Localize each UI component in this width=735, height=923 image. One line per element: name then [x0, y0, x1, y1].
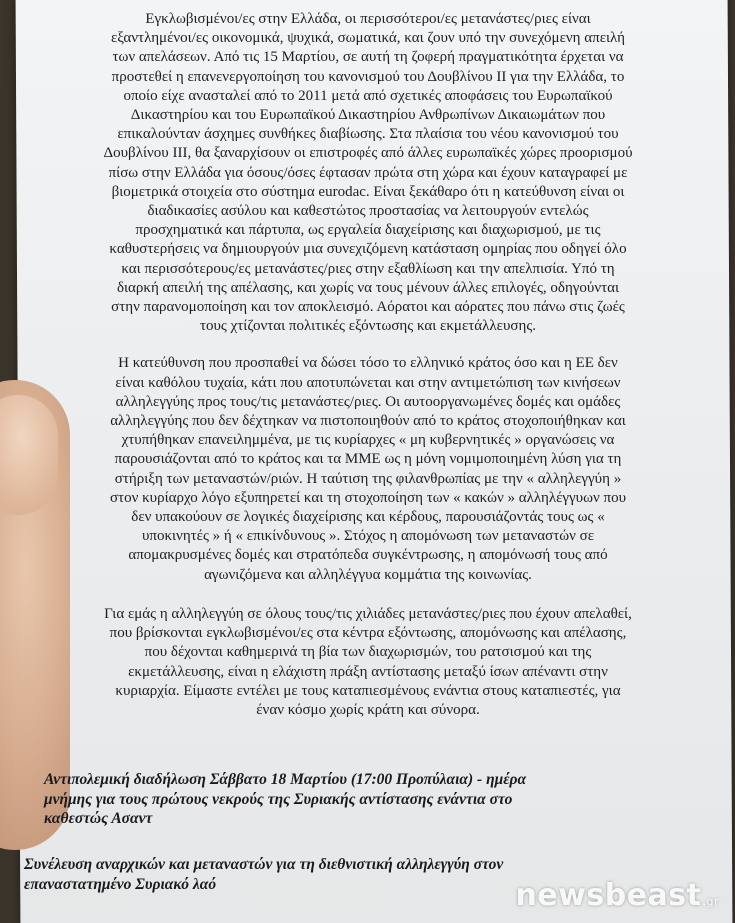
text-line: επικαλούνταν άσχημες συνθήκες διαβίωσης. Στα πλαίσια του νέου κανονισμού του [117, 126, 619, 143]
text-line: και περισσότερους/ες μετανάστες/ριες στην εξαθλίωση και την απελπισία. Υπό τη [121, 260, 615, 277]
text-line: Δουβλίνου ΙΙΙ, θα ξαναρχίσουν οι επιστροφές από άλλες ευρωπαϊκές χώρες προορισμού [103, 145, 633, 162]
text-line: προστεθεί η επανενεργοποίηση του κανονισμού του Δουβλίνου ΙΙ για την Ελλάδα, το [111, 68, 625, 85]
text-line: στήριξη των μεταναστών/ριών. Η ταύτιση της φιλανθρωπίας με την « αλληλεγγύη » [114, 470, 622, 487]
text-line: βιομετρικά στοιχεία στο σύστημα eurodac. Είναι ξεκάθαρο ότι η κατεύθυνση είναι οι [111, 183, 625, 200]
text-line: τους χτίζονται πολιτικές εξόντωσης και εκμετάλλευσης. [199, 318, 537, 335]
announcement-line: Συνέλευση αναρχικών και μεταναστών για τη διεθνιστική αλληλεγγύη στον [24, 856, 504, 873]
announcement-line: μνήμης για τους πρώτους νεκρούς της Συριακής αντίστασης ενάντια στο [44, 790, 513, 808]
text-line: εκμετάλλευσης, είναι η ελάχιστη πράξη αντίστασης μεταξύ ίσων απέναντι στην [128, 663, 608, 680]
text-line: καθυστερήσεις να δημιουργούν μια συνεχιζόμενη κατάσταση ομηρίας που οδηγεί όλο [109, 241, 627, 258]
paragraph-1 [48, 10, 688, 336]
text-line: αλληλεγγύης προς τους/τις μετανάστες/ριες. Οι αυτοοργανωμένες δομές και ομάδες [115, 393, 621, 410]
text-line: Δικαστηρίου και του Ευρωπαϊκού Δικαστηρίου Ανθρωπίνων Δικαιωμάτων που [130, 107, 606, 124]
leaflet-body [48, 10, 688, 720]
text-line: είναι καθόλου τυχαία, κάτι που αποτυπώνεται και στην αντιμετώπιση των κινήσεων [115, 374, 621, 391]
text-line: αλληλεγγύης που δεν δέχτηκαν να πιστοποιηθούν από το κράτος στοχοποιήθηκαν και [110, 413, 626, 430]
text-line: Εγκλωβισμένοι/ες στην Ελλάδα, οι περισσότεροι/ες μετανάστες/ριες είναι [145, 11, 591, 27]
text-line: στην παρανομοποίηση και τον αποκλεισμό. Αόρατοι και αόρατες που πάνω στις ζωές [111, 299, 625, 316]
text-line: που δέχονται καθημερινά τη βία των διαχωρισμών, του ρατσισμού και της [144, 644, 592, 661]
watermark-brand: newsbeast [515, 878, 702, 913]
announcement-line: καθεστώς Ασαντ [44, 810, 153, 827]
text-line: προσχηματικά και πάρτυπα, ως εργαλεία διαχείρισης και διαχωρισμού, με τις [135, 222, 601, 239]
text-line: Για εμάς η αλληλεγγύη σε όλους τους/τις χιλιάδες μετανάστες/ριες που έχουν απελαθεί, [104, 605, 632, 622]
text-line: των απελάσεων. Από τις 15 Μαρτίου, σε αυτή τη ζοφερή πραγματικότητα έρχεται να [112, 49, 624, 66]
announcement-line: επαναστατημένο Συριακό λαό [24, 875, 217, 893]
text-line: πίσω στην Ελλάδα για όσους/όσες έφτασαν πρώτα στη χώρα και έχουν καταγραφεί με [108, 164, 628, 181]
text-line: που βρίσκονται εγκλωβισμένοι/ες στα κέντρα εξόντωσης, απομόνωσης και απέλασης, [109, 625, 627, 642]
text-line: παρουσιάζονται από το κράτος και τα ΜΜΕ ως η μόνη νομιμοποιημένη λύση για τη [114, 451, 622, 468]
text-line: έναν κόσμο χωρίς κράτη και σύνορα. [256, 701, 480, 718]
newsbeast-watermark [515, 878, 719, 913]
text-line: απομακρυσμένες δομές και στρατόπεδα συγκέντρωσης, η απομόνωσή τους από [128, 547, 608, 564]
text-line: δεν υπακούουν σε λογικές διαχείρισης και κέρδους, παρουσιάζοντάς τους ως « [131, 509, 605, 526]
text-line: στον κυρίαρχο λόγο εξυπηρετεί και τη στοχοποίηση των « κακών » αλληλέγγυων που [109, 489, 627, 506]
announcement-line: Αντιπολεμική διαδήλωση Σάββατο 18 Μαρτίου (17:00 Προπύλαια) - ημέρα [44, 771, 527, 788]
paragraph-2 [48, 354, 688, 584]
text-line: διαρκή απειλή της απέλασης, και χωρίς να τους μένουν άλλες επιλογές, οδηγούνται [116, 279, 620, 296]
paragraph-3 [48, 605, 688, 720]
text-line: Η κατεύθυνση που προσπαθεί να δώσει τόσο το ελληνικό κράτος όσο και η ΕΕ δεν [118, 355, 618, 372]
text-line: χτυπήθηκαν επανειλημμένα, με τις κυρίαρχες « μη κυβερνητικές » οργανώσεις να [121, 432, 615, 449]
watermark-tld: .gr [702, 895, 719, 908]
text-line: οποίο είχε ανασταλεί από το 2011 μετά από σχετικές αποφάσεις του Ευρωπαϊκού [123, 87, 613, 104]
text-line: εξαντλημένοι/ες οικονομικά, ψυχικά, σωματικά, και ζουν υπό την συνεχόμενη απειλή [110, 30, 626, 47]
text-line: υποκινητές » ή « επικίνδυνους ». Στόχος η απομόνωση των μεταναστών σε [141, 528, 595, 545]
text-line: αγωνιζόμενα και αλληλέγγυα κομμάτια της κοινωνίας. [204, 566, 532, 583]
text-line: διαδικασίες ασύλου και καθεστώτος προστασίας να λειτουργούν εντελώς [147, 203, 589, 220]
text-line: κυριαρχία. Είμαστε εντέλει με τους καταπιεσμένους ενάντια στους καταπιεστές, για [115, 682, 621, 699]
demonstration-announcement [44, 770, 684, 829]
